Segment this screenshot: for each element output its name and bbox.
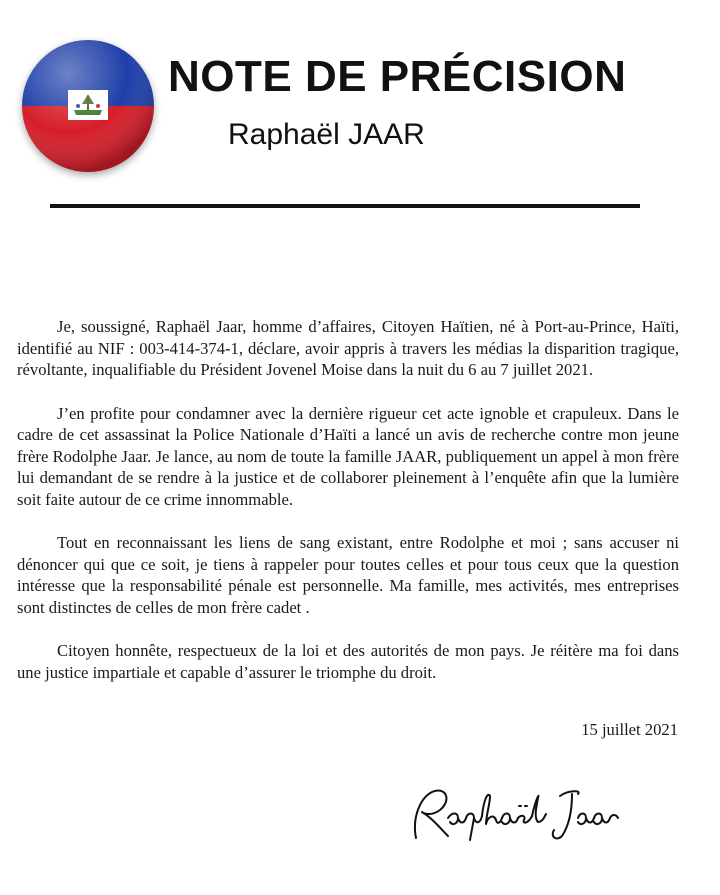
paragraph: Je, soussigné, Raphaël Jaar, homme d’affaires, Citoyen Haïtien, né à Port-au-Prince, Haïti, identifié au NIF : 003-414-374-1, déclare, avoir appris à travers les médias la disparition tragique, révoltante, inqualifiable du Président Jovenel Moise dans la nuit du 6 au 7 juillet 2021.: [17, 317, 679, 379]
paragraph: Citoyen honnête, respectueux de la loi et des autorités de mon pays. Je réitère ma foi dans une justice impartiale et capable d’assurer le triomphe du droit.: [17, 641, 679, 682]
handwritten-signature: [402, 778, 622, 848]
page-title: NOTE DE PRÉCISION: [168, 52, 627, 101]
statement-body: [17, 316, 679, 705]
divider: [50, 204, 640, 208]
haiti-flag-badge-icon: [22, 40, 154, 172]
paragraph: J’en profite pour condamner avec la dernière rigueur cet acte ignoble et crapuleux. Dans le cadre de cet assassinat la Police Nationale d’Haïti a lancé un avis de recherche contre mon jeune frère Rodolphe Jaar. Je lance, au nom de toute la famille JAAR, publiquement un appel à mon frère lui demandant de se rendre à la justice et de collaborer pleinement à l’enquête afin que la lumière soit faite autour de ce crime innommable.: [17, 403, 679, 509]
statement-date: 15 juillet 2021: [581, 720, 678, 739]
author-name: Raphaël JAAR: [228, 118, 425, 151]
paragraph: Tout en reconnaissant les liens de sang existant, entre Rodolphe et moi ; sans accuser ni dénoncer qui que ce soit, je tiens à rappeler pour toutes celles et pour tous ceux que la question intéresse que la responsabilité pénale est personnelle. Ma famille, mes activités, mes entreprises sont distinctes de celles de mon frère cadet .: [17, 533, 679, 617]
